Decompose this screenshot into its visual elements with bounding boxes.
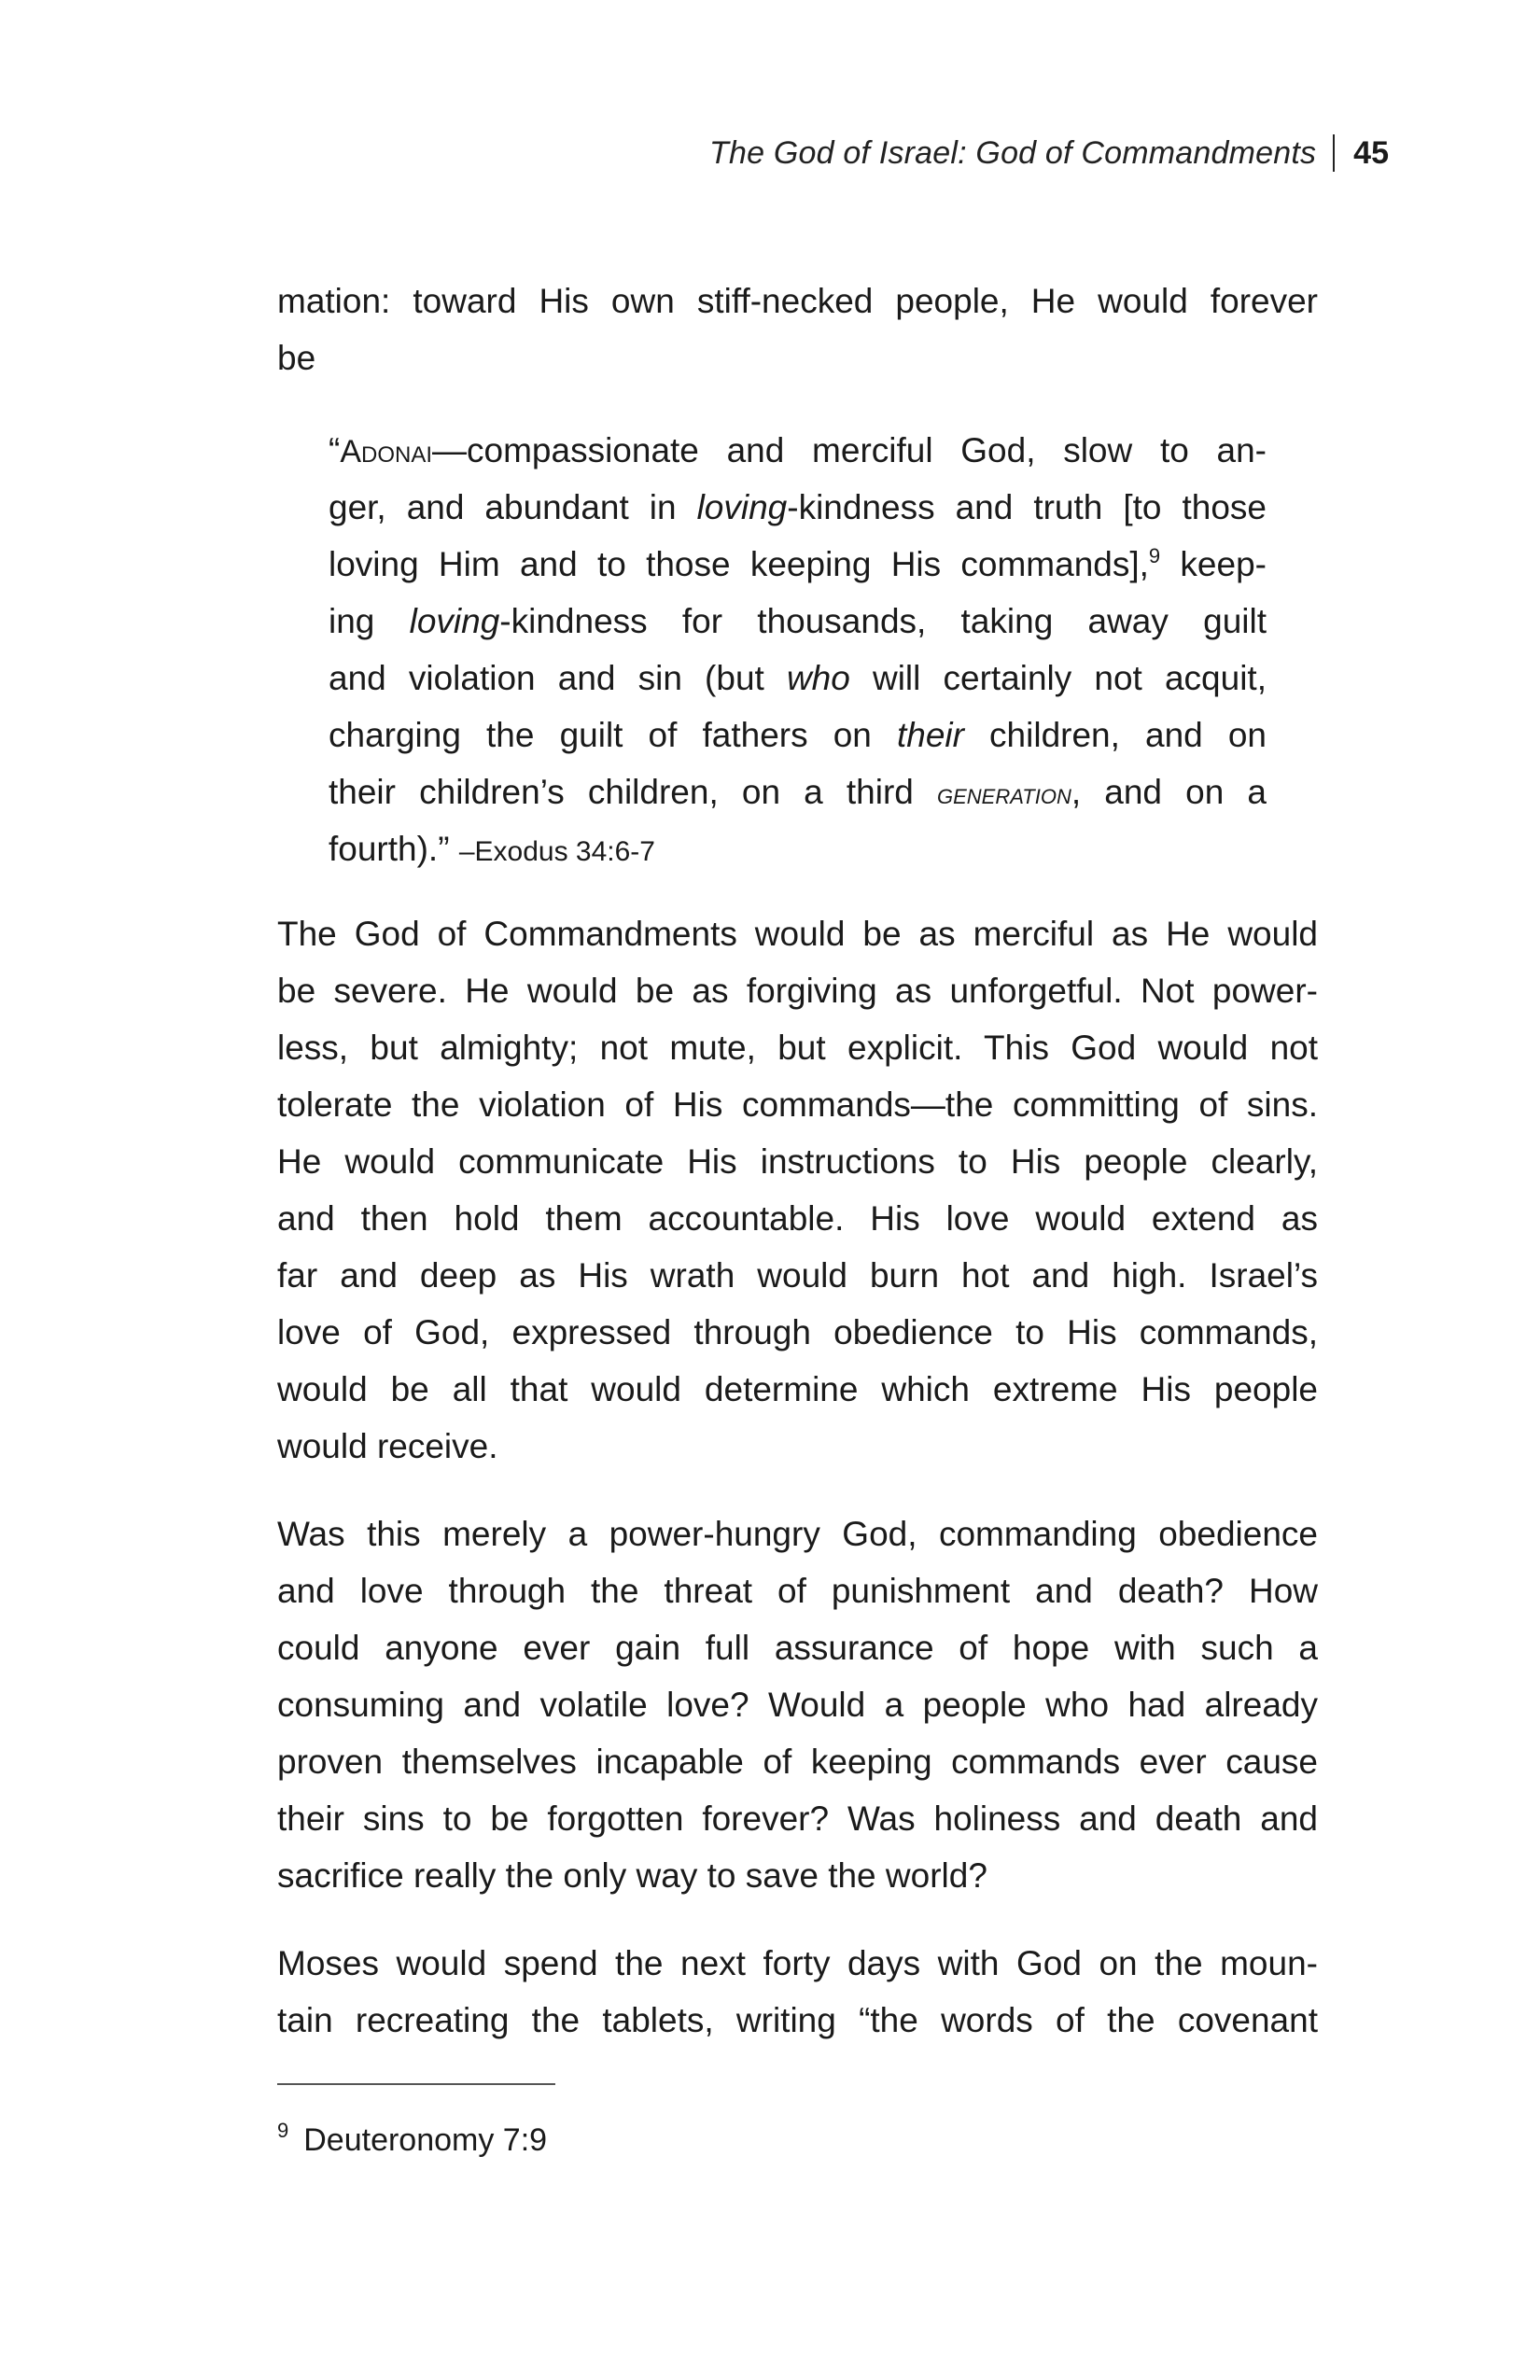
text-line: love of God, expressed through obedience to His commands, (277, 1313, 1318, 1351)
text-line: their sins to be forgotten forever? Was holiness and death and (277, 1799, 1318, 1838)
text-line: be severe. He would be as forgiving as unforgetful. Not power- (277, 972, 1318, 1010)
quote-line: and violation and sin (but who will certainly not acquit, (329, 659, 1267, 697)
text-line: sacrifice really the only way to save the world? (277, 1856, 987, 1895)
footnote-reference[interactable]: 9 (1148, 544, 1161, 567)
small-caps-italic: generation (937, 777, 1071, 810)
paragraph (277, 1505, 1318, 1904)
footnote-marker: 9 (277, 2119, 289, 2142)
text-line: could anyone ever gain full assurance of hope with such a (277, 1629, 1318, 1667)
quote-line: ger, and abundant in loving-kindness and truth [to those (329, 488, 1267, 526)
text-line: Was this merely a power-hungry God, commanding obedience (277, 1515, 1318, 1553)
emphasis: loving (696, 488, 788, 526)
quote-line: ing loving-kindness for thousands, taking away guilt (329, 602, 1267, 640)
text-line: Moses would spend the next forty days with God on the moun- (277, 1944, 1318, 1982)
paragraph-continuation (277, 273, 1318, 386)
text-line: and then hold them accountable. His love would extend as (277, 1199, 1318, 1238)
text-line: mation: toward His own stiff-necked people, He would forever (277, 282, 1318, 320)
text-line: would receive. (277, 1427, 498, 1465)
header-divider (1333, 134, 1335, 172)
quote-line: “Adonai—compassionate and merciful God, slow to an- (329, 431, 1267, 469)
divine-name: Adonai (340, 434, 433, 469)
footnote-text: Deuteronomy 7:9 (303, 2122, 548, 2158)
footnote (277, 2117, 547, 2163)
quote-line: charging the guilt of fathers on their children, and on (329, 716, 1267, 754)
text-line: He would communicate His instructions to His people clearly, (277, 1142, 1318, 1181)
text-line: less, but almighty; not mute, but explicit. This God would not (277, 1029, 1318, 1067)
emphasis: who (786, 659, 850, 697)
page-number: 45 (1353, 134, 1389, 171)
text-line: consuming and volatile love? Would a people who had already (277, 1686, 1318, 1724)
text-line: be (277, 339, 316, 377)
text-line: tolerate the violation of His commands—the committing of sins. (277, 1085, 1318, 1124)
text-line: would be all that would determine which extreme His people (277, 1370, 1318, 1408)
text-line: tain recreating the tablets, writing “the words of the covenant (277, 2001, 1318, 2039)
text-line: The God of Commandments would be as merciful as He would (277, 915, 1318, 953)
footnote-divider (277, 2083, 555, 2085)
scripture-citation: –Exodus 34:6-7 (458, 836, 655, 867)
text-line: and love through the threat of punishment and death? How (277, 1572, 1318, 1610)
quote-line: their children’s children, on a third generation, and on a (329, 773, 1267, 811)
block-quote (329, 422, 1267, 877)
quote-line: fourth).” –Exodus 34:6-7 (329, 830, 655, 868)
running-head (709, 131, 1389, 175)
text-line: proven themselves incapable of keeping commands ever cause (277, 1743, 1318, 1781)
emphasis: loving (409, 602, 500, 640)
chapter-title: The God of Israel: God of Commandments (709, 134, 1317, 171)
text-line: far and deep as His wrath would burn hot and high. Israel’s (277, 1256, 1318, 1295)
emphasis: their (896, 716, 964, 754)
paragraph (277, 905, 1318, 1475)
quote-line: loving Him and to those keeping His commands],$^9$ keep- (329, 544, 1267, 583)
paragraph (277, 1935, 1318, 2049)
